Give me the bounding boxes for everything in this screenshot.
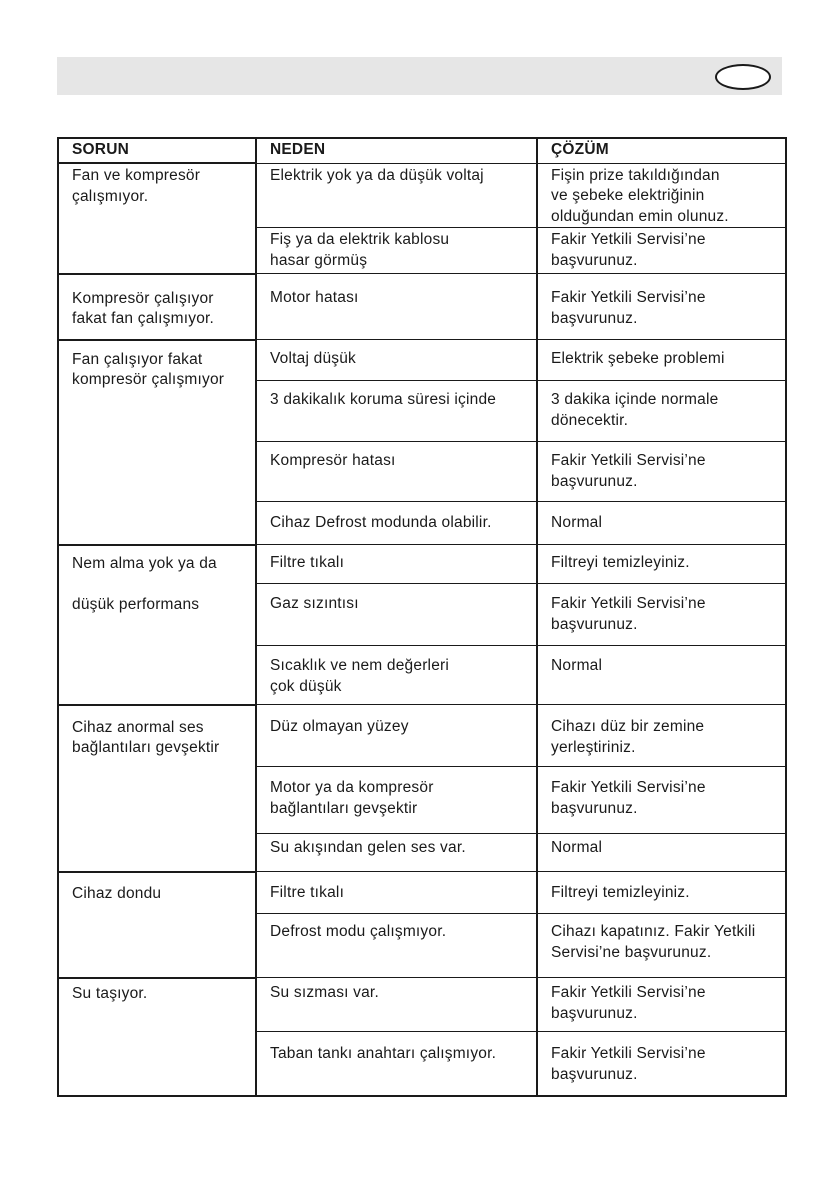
neden-text: Motor hatası <box>270 289 359 306</box>
column-header-sorun: SORUN <box>58 138 256 163</box>
neden-text: Filtre tıkalı <box>270 554 345 571</box>
neden-text: 3 dakikalık koruma süresi içinde <box>270 391 497 408</box>
cell-neden <box>256 1032 537 1096</box>
neden-text: Fiş ya da elektrik kablosu hasar görmüş <box>270 231 450 269</box>
cozum-text: Cihazı düz bir zemine yerleştiriniz. <box>551 718 705 756</box>
cell-neden <box>256 705 537 767</box>
cell-neden <box>256 274 537 340</box>
cell-sorun <box>58 978 256 1096</box>
cozum-text: Normal <box>551 657 603 674</box>
sorun-text: Fan çalışıyor fakat kompresör çalışmıyor <box>72 350 225 388</box>
neden-text: Düz olmayan yüzey <box>270 718 409 735</box>
neden-text: Cihaz Defrost modunda olabilir. <box>270 514 492 531</box>
cell-sorun <box>58 705 256 872</box>
column-header-cozum: ÇÖZÜM <box>537 138 786 163</box>
cell-cozum <box>537 646 786 705</box>
cell-neden <box>256 381 537 442</box>
neden-text: Su akışından gelen ses var. <box>270 839 466 856</box>
neden-text: Defrost modu çalışmıyor. <box>270 923 447 940</box>
cell-neden <box>256 228 537 274</box>
cell-cozum <box>537 442 786 502</box>
cell-cozum <box>537 502 786 545</box>
header-band <box>57 57 782 95</box>
table-row <box>58 545 786 584</box>
sorun-text: Cihaz dondu <box>72 884 162 902</box>
cozum-text: Filtreyi temizleyiniz. <box>551 554 690 571</box>
cell-cozum <box>537 584 786 646</box>
sorun-text: Nem alma yok ya da düşük performans <box>72 554 217 613</box>
sorun-text: Kompresör çalışıyor fakat fan çalışmıyor. <box>72 289 215 327</box>
cell-cozum <box>537 705 786 767</box>
cozum-text: Fakir Yetkili Servisi’ne başvurunuz. <box>551 289 706 327</box>
cozum-text: Fakir Yetkili Servisi’ne başvurunuz. <box>551 984 706 1022</box>
cell-sorun <box>58 545 256 705</box>
cell-cozum <box>537 834 786 872</box>
cell-cozum <box>537 1032 786 1096</box>
sorun-text: Cihaz anormal ses bağlantıları gevşektir <box>72 718 220 756</box>
cell-cozum <box>537 228 786 274</box>
neden-text: Taban tankı anahtarı çalışmıyor. <box>270 1045 497 1062</box>
cell-cozum <box>537 545 786 584</box>
sorun-text: Fan ve kompresör çalışmıyor. <box>72 167 201 205</box>
troubleshooting-table <box>57 137 787 1097</box>
cozum-text: Fakir Yetkili Servisi’ne başvurunuz. <box>551 595 706 633</box>
cell-neden <box>256 584 537 646</box>
sorun-text: Su taşıyor. <box>72 984 148 1002</box>
cozum-text: Normal <box>551 839 603 856</box>
cell-sorun <box>58 872 256 978</box>
cell-neden <box>256 502 537 545</box>
cozum-text: Fakir Yetkili Servisi’ne başvurunuz. <box>551 1045 706 1083</box>
cozum-text: Fişin prize takıldığından ve şebeke elektriğinin olduğundan emin olunuz. <box>551 166 729 225</box>
table-row <box>58 978 786 1032</box>
neden-text: Gaz sızıntısı <box>270 595 359 612</box>
language-badge-oval <box>715 64 771 90</box>
neden-text: Su sızması var. <box>270 984 379 1001</box>
neden-text: Voltaj düşük <box>270 350 356 367</box>
neden-text: Sıcaklık ve nem değerleri çok düşük <box>270 657 450 695</box>
neden-text: Filtre tıkalı <box>270 884 345 901</box>
cell-cozum <box>537 872 786 914</box>
cozum-text: Cihazı kapatınız. Fakir Yetkili Servisi’ne başvurunuz. <box>551 923 756 961</box>
cell-neden <box>256 646 537 705</box>
cell-neden <box>256 872 537 914</box>
cozum-text: Elektrik şebeke problemi <box>551 350 725 367</box>
cell-neden <box>256 163 537 228</box>
cozum-text: Fakir Yetkili Servisi’ne başvurunuz. <box>551 779 706 817</box>
cell-cozum <box>537 163 786 228</box>
neden-text: Motor ya da kompresör bağlantıları gevşektir <box>270 779 434 817</box>
cozum-text: Normal <box>551 514 603 531</box>
neden-text: Kompresör hatası <box>270 452 396 469</box>
cell-sorun <box>58 274 256 340</box>
cell-cozum <box>537 978 786 1032</box>
table-row <box>58 274 786 340</box>
cozum-text: Fakir Yetkili Servisi’ne başvurunuz. <box>551 231 706 269</box>
cell-neden <box>256 767 537 834</box>
cell-cozum <box>537 381 786 442</box>
cell-neden <box>256 340 537 381</box>
cozum-text: Filtreyi temizleyiniz. <box>551 884 690 901</box>
cell-cozum <box>537 767 786 834</box>
cell-cozum <box>537 914 786 978</box>
column-header-neden: NEDEN <box>256 138 537 163</box>
neden-text: Elektrik yok ya da düşük voltaj <box>270 166 484 184</box>
cozum-text: Fakir Yetkili Servisi’ne başvurunuz. <box>551 452 706 490</box>
table-row <box>58 705 786 767</box>
cell-neden <box>256 442 537 502</box>
cell-sorun <box>58 163 256 274</box>
cell-cozum <box>537 274 786 340</box>
table-row <box>58 340 786 381</box>
cozum-text: 3 dakika içinde normale dönecektir. <box>551 391 719 429</box>
table-row <box>58 163 786 228</box>
cell-neden <box>256 545 537 584</box>
cell-neden <box>256 978 537 1032</box>
cell-cozum <box>537 340 786 381</box>
cell-neden <box>256 834 537 872</box>
cell-neden <box>256 914 537 978</box>
table-row <box>58 872 786 914</box>
table-body <box>58 163 786 1096</box>
table-header-row <box>58 138 786 163</box>
cell-sorun <box>58 340 256 545</box>
